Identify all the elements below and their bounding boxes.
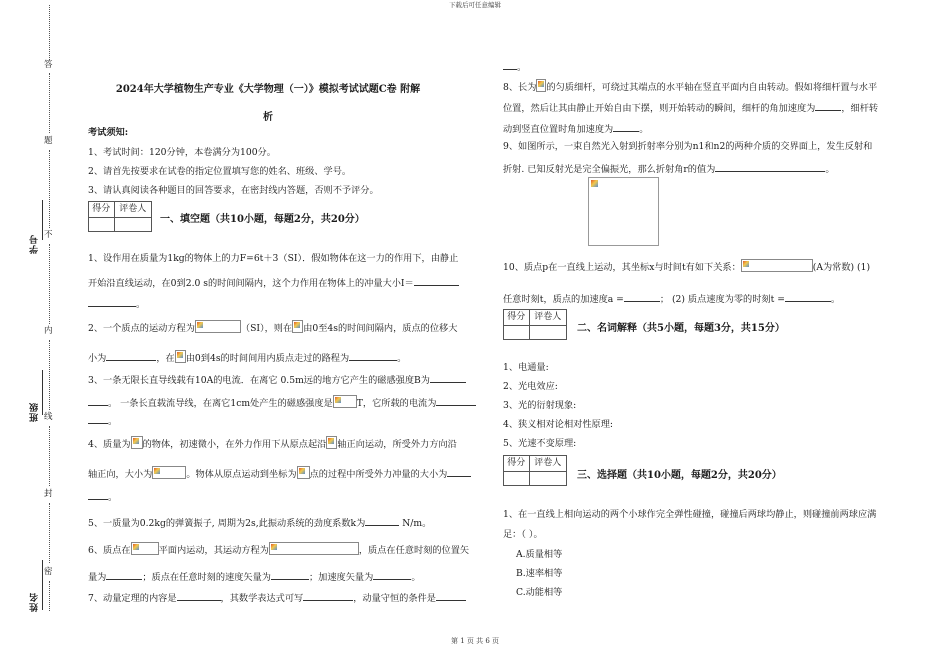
name-label: 姓名 [30,592,40,612]
formula-image [297,466,310,479]
grader-label: 评卷人 [534,312,562,323]
formula-image [269,542,359,555]
answer-blank[interactable] [88,414,108,424]
section-title-fill-blank: 一、填空题（共10小题，每题2分，共20分） [160,214,365,225]
answer-blank[interactable] [436,591,466,601]
answer-blank[interactable] [447,467,471,477]
answer-blank[interactable] [88,396,108,406]
answer-blank[interactable] [106,351,156,361]
dotted-line [49,5,50,60]
question-4-line-3: 。 [88,490,117,503]
dotted-line [49,244,50,324]
answer-blank[interactable] [414,276,459,286]
formula-image [292,320,303,333]
notice-heading: 考试须知: [88,127,129,138]
page-footer: 第 1 页 共 6 页 [450,637,500,645]
notice-item: 3、请认真阅读各种题目的回答要求，在密封线内答题，否则不予评分。 [88,185,379,196]
choice-1-line-1: 1、在一直线上相向运动的两个小球作完全弹性碰撞，碰撞后两球均静止，则碰撞前两球应满 [503,509,877,520]
class-field[interactable] [42,370,43,415]
answer-blank[interactable] [815,101,841,111]
question-1-line-2 [88,276,459,289]
question-3-line-3: 。 [88,414,117,427]
binding-char: 封 [44,489,53,499]
term-item: 2、光电效应: [503,381,558,392]
score-input-row[interactable] [88,218,152,232]
answer-blank[interactable] [436,396,476,406]
dotted-line [49,581,50,611]
question-8-line-3: 动到竖直位置时角加速度为 。 [503,124,649,135]
dotted-line [49,426,50,486]
dotted-line [49,340,50,410]
exam-title [88,76,448,132]
formula-image [536,79,546,92]
formula-image [333,395,357,408]
question-2-line-2: 小为 ，在 由0到4s的时间间用内质点走过的路程为 。 [88,350,406,364]
term-item: 3、光的衍射现象: [503,400,577,411]
answer-blank[interactable] [303,591,353,601]
binding-char: 密 [44,567,53,577]
answer-blank[interactable] [177,591,221,601]
question-6-line-1: 6、质点在 平面内运动，其运动方程为 ，质点在任意时刻的位置矢 [88,542,469,556]
header-note: 下载后可任意编辑 [449,1,501,9]
question-9-line-2: 折射. 已知反射光是完全偏振光，那么折射角r的值为 。 [503,164,835,175]
notice-item: 2、请首先按要求在试卷的指定位置填写您的姓名、班级、学号。 [88,166,352,177]
question-3-line-1: 3、一条无限长直导线载有10A的电流．在离它 0.5m远的地方它产生的磁感强度B为 [88,373,466,386]
dotted-line [49,503,50,563]
student-id-label: 学号 [30,234,40,254]
term-item: 1、电通量: [503,362,549,373]
notice-item: 1、考试时间：120分钟，本卷满分为100分。 [88,147,276,158]
question-9-line-1: 9、如图所示，一束自然光入射到折射率分别为n1和n2的两种介质的交界面上，发生反射和 [503,141,873,152]
formula-image [326,436,337,449]
formula-image [175,350,186,363]
question-1-line-1: 1、设作用在质量为1kg的物体上的力F=6t＋3（SI）．假如物体在这一力的作用下，由静止 [88,253,459,264]
score-box [88,201,152,218]
question-5: 5、一质量为0.2kg的弹簧振子, 周期为2s,此振动系统的劲度系数k为 N/m。 [88,518,432,529]
question-10-line-2: 任意时刻t，质点的加速度a = ； (2) 质点速度为零的时刻t = 。 [503,294,841,305]
question-6-line-2: 量为 ；质点在任意时刻的速度矢量为 ；加速度矢量为 。 [88,572,421,583]
score-label: 得分 [504,456,530,471]
grader-label: 评卷人 [119,204,147,215]
question-7-continued: 。 [503,60,526,73]
question-10-line-1: 10、质点p在一直线上运动，其坐标x与时间t有如下关系： (A为常数) (1) [503,259,870,273]
class-label: 班级 [30,402,40,422]
grader-label: 评卷人 [534,458,562,469]
term-item: 5、光速不变原理: [503,438,577,449]
title-line-2: 析 [263,112,273,123]
dotted-line [49,150,50,228]
score-label: 得分 [89,202,115,217]
answer-blank[interactable] [271,570,309,580]
answer-blank[interactable] [430,373,466,383]
score-box [503,309,567,326]
question-8-line-1: 8、长为 的匀质细杆，可绕过其端点的水平轴在竖直平面内自由转动。假如将细杆置与水平 [503,79,877,93]
formula-image [152,466,186,479]
answer-blank[interactable] [88,297,136,307]
score-label: 得分 [504,310,530,325]
name-field[interactable] [42,560,43,610]
question-8-line-2: 位置，然后让其由静止开始自由下摆，则开始转动的瞬间，细杆的角加速度为 ，细杆转 [503,103,879,114]
answer-blank[interactable] [349,351,397,361]
title-line-1: 2024年大学植物生产专业《大学物理（一）》模拟考试试题C卷 附解 [115,84,421,95]
formula-image [131,542,159,555]
formula-image [195,320,241,333]
answer-blank[interactable] [365,516,399,526]
formula-image [741,259,813,272]
question-4-line-1: 4、质量为 的物体，初速微小，在外力作用下从原点起沿 轴正向运动，所受外力方向沿 [88,436,457,450]
question-4-line-2: 轴正向，大小为 。物体从原点运动到坐标为 点的过程中所受外力冲量的大小为 [88,466,471,480]
choice-option[interactable]: C.动能相等 [516,587,563,598]
question-2-line-1: 2、一个质点的运动方程为 （SI），则在 由0至4s的时间间隔内，质点的位移大 [88,320,457,334]
refraction-figure [588,177,659,246]
formula-image [131,436,143,449]
choice-option[interactable]: B.速率相等 [516,568,563,579]
answer-blank[interactable] [503,60,517,70]
choice-1-line-2: 足：（ ）。 [503,529,543,540]
choice-option[interactable]: A.质量相等 [516,549,563,560]
binding-char: 答 [44,60,53,70]
answer-blank[interactable] [785,292,831,302]
binding-char: 线 [44,412,53,422]
answer-blank[interactable] [88,490,108,500]
answer-blank[interactable] [624,292,660,302]
section-title-terms: 二、名词解释（共5小题，每题3分，共15分） [577,323,785,334]
student-id-field[interactable] [42,200,43,240]
binding-char: 不 [44,230,53,240]
score-input-row[interactable] [503,472,567,486]
term-item: 4、狭义相对论相对性原理: [503,419,614,430]
binding-char: 题 [44,136,53,146]
question-7: 7、动量定理的内容是 ，其数学表达式可写 ，动量守恒的条件是 [88,591,466,604]
section-title-choice: 三、选择题（共10小题，每题2分，共20分） [577,470,782,481]
score-input-row[interactable] [503,326,567,340]
answer-blank[interactable] [373,570,411,580]
question-1-text: 开始沿直线运动，在0到2.0 s的时间间隔内，这个力作用在物体上的冲量大小I＝ [88,278,414,289]
dotted-line [49,73,50,133]
answer-blank[interactable] [106,570,142,580]
score-box [503,455,567,472]
question-3-line-2: 。 一条长直载流导线，在离它1cm处产生的磁感强度是 T，它所载的电流为 [88,395,476,409]
answer-blank[interactable] [613,122,639,132]
question-1-line-3: 。 [88,297,145,310]
answer-blank[interactable] [715,162,825,172]
binding-char: 内 [44,326,53,336]
